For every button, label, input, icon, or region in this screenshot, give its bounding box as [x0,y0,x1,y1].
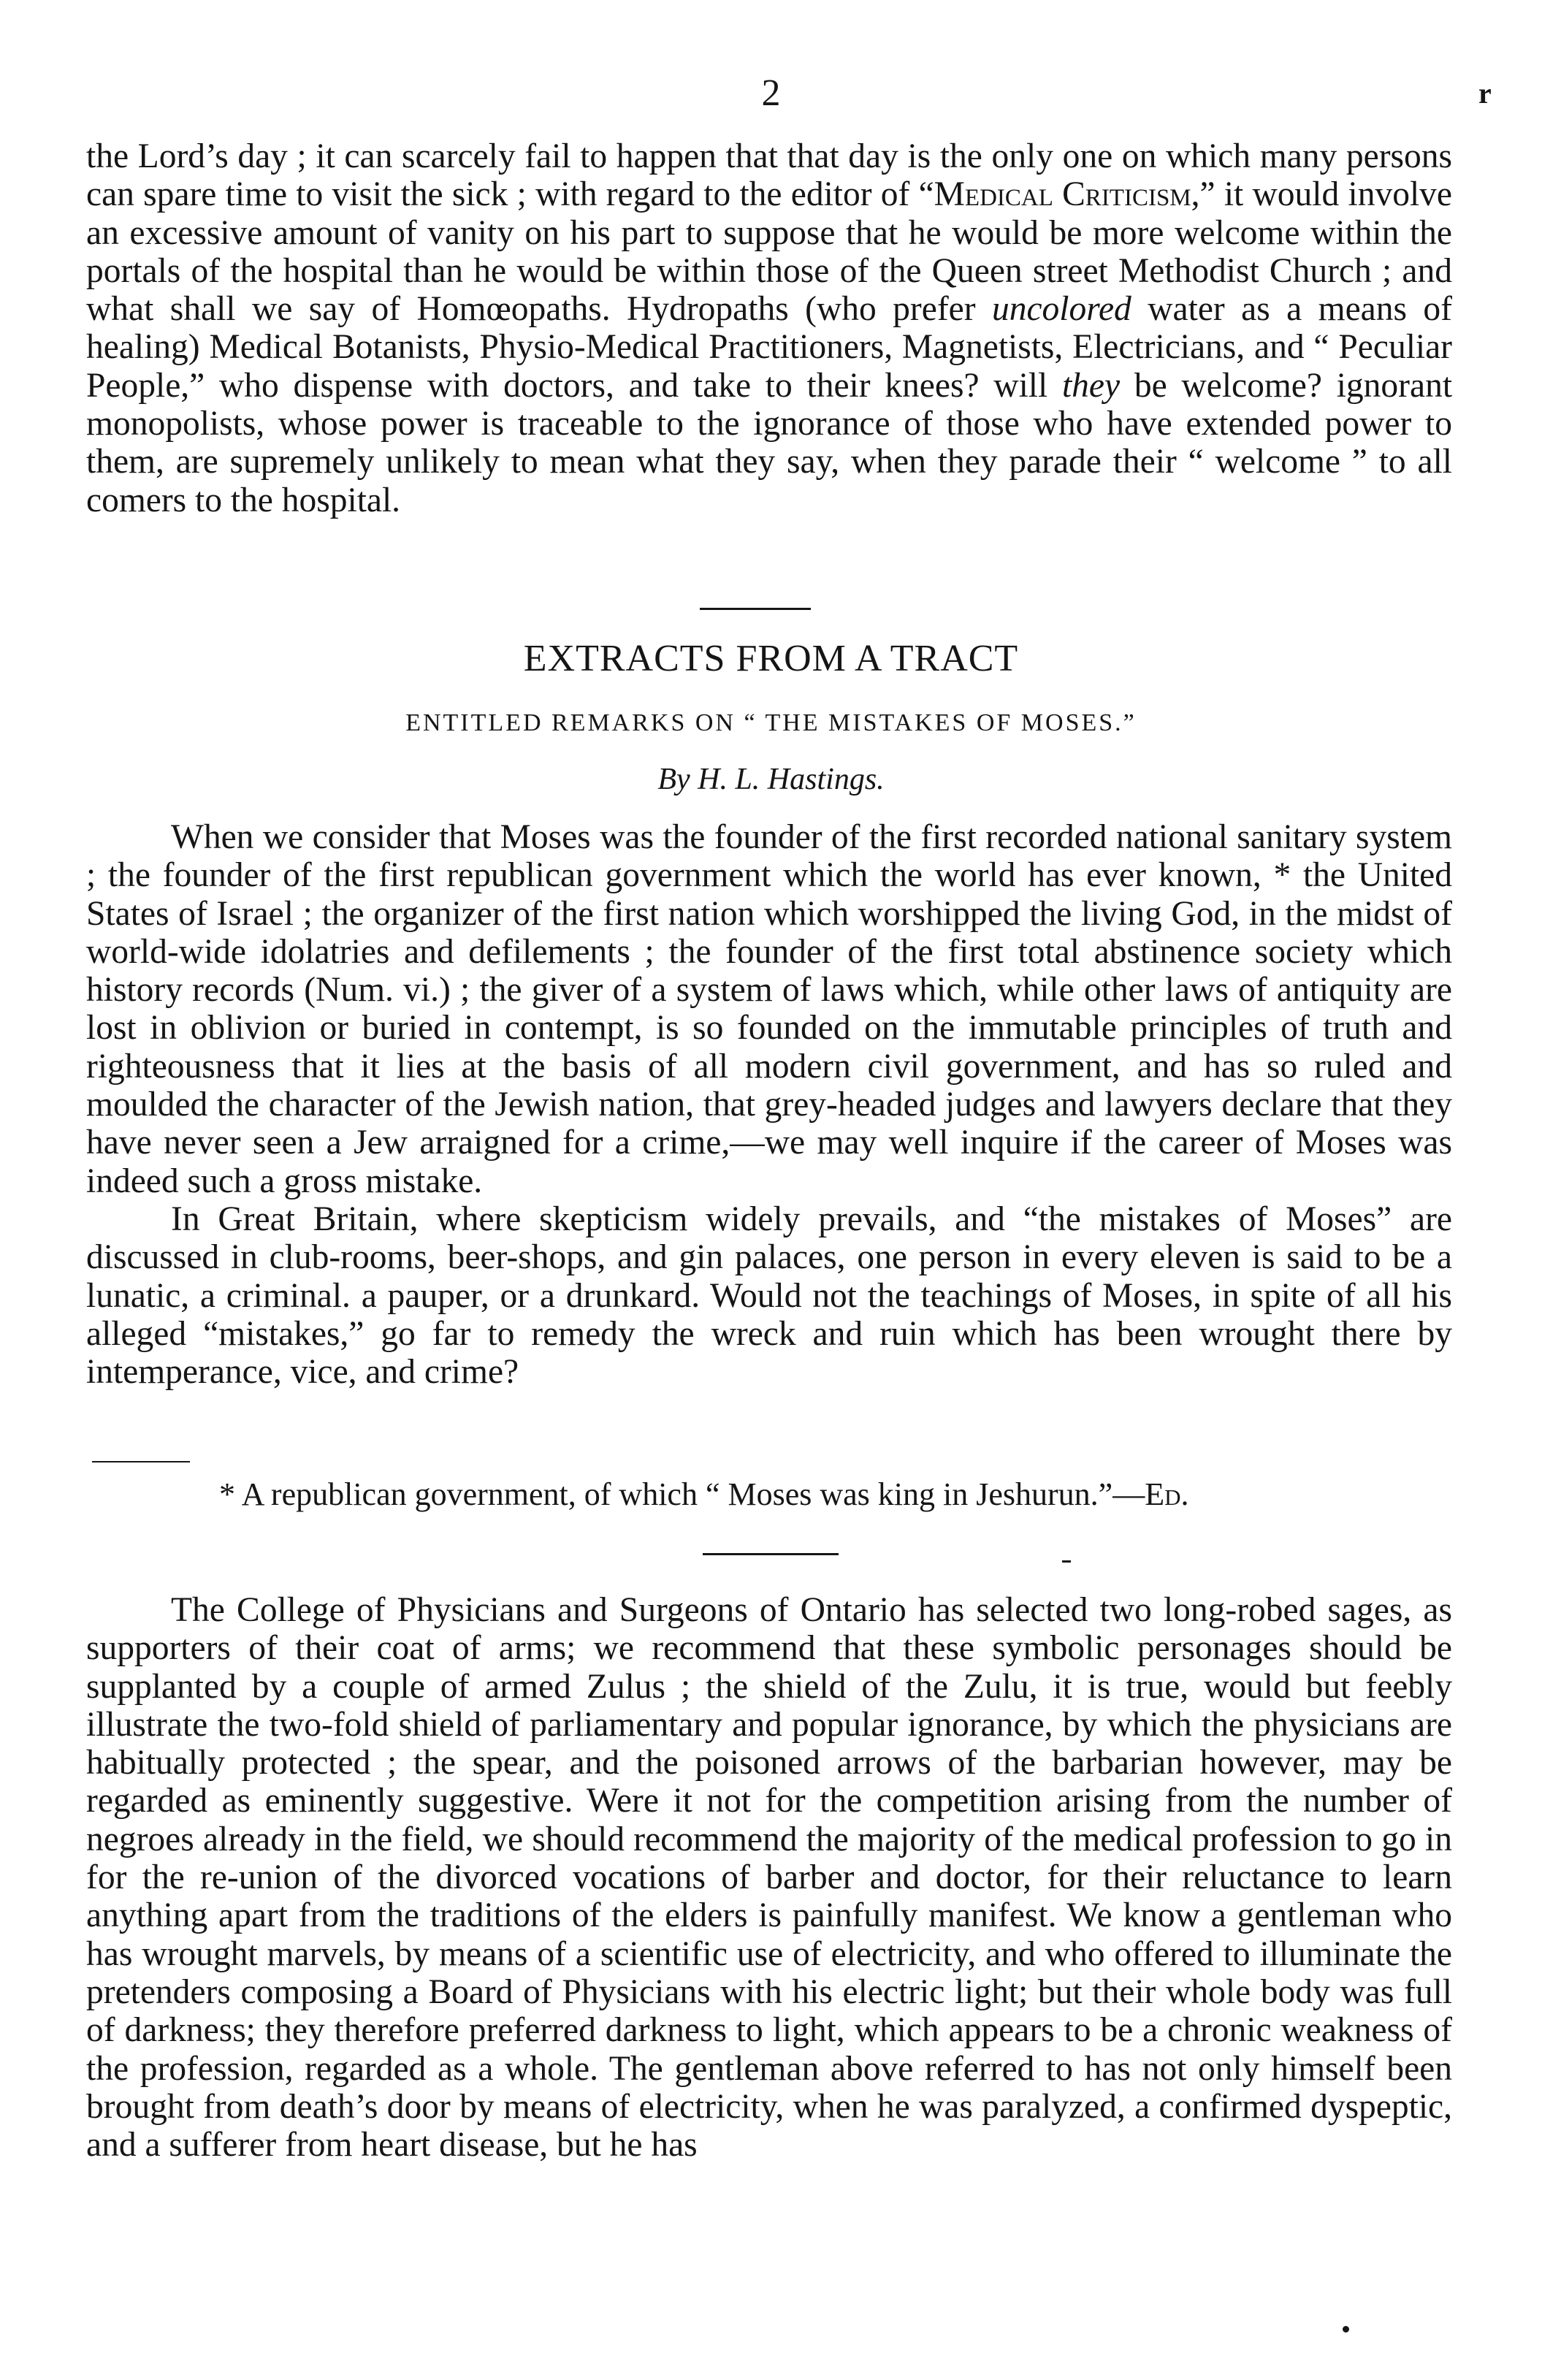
extract-title: EXTRACTS FROM A TRACT [523,638,1019,679]
section-rule-top [700,608,811,610]
extract-byline: By H. L. Hastings. [657,763,885,796]
intro-text-1: the Lord’s day ; it can scarcely fail to happen that that day is the only one on which many persons can spare time to visit the sick ; with regard to the editor of “ [86,137,1452,214]
footnote-rule [92,1461,190,1462]
section-rule-bottom [703,1553,839,1555]
they-word: they [1061,366,1121,405]
intro-text-3: water as a means of healing) Medical Botanists, Physio-Medical Practitioners, Magnetists, Electricians, and “ Peculiar People,” who dispense with doctors, and take to their knees? will [86,290,1452,405]
extract-body [86,818,1452,1391]
extract-subtitle: ENTITLED REMARKS ON “ THE MISTAKES OF MOSES.” [405,709,1137,736]
extract-paragraph-2: In Great Britain, where skepticism widely prevails, and “the mistakes of Moses” are discussed in club-rooms, beer-shops, and gin palaces, one person in every eleven is said to be a lunatic, a criminal. a pauper, or a drunkard. Would not the teachings of Moses, in spite of all his alleged “mistakes,” go far to remedy the wreck and ruin which has been wrought there by intemperance, vice, and crime? [86,1199,1452,1392]
printer-dot [1343,2326,1349,2333]
uncolored-word: uncolored [991,290,1131,329]
intro-paragraph-block [86,137,1452,519]
page-number: 2 [761,72,781,114]
intro-paragraph [86,137,1452,519]
college-block [86,1591,1452,2164]
footnote-editor: Ed. [1145,1476,1189,1512]
intro-text-4: be welcome? ignorant monopolists, whose power is traceable to the ignorance of those who have extended power to them, are supremely unlikely to mean what they say, when they parade their “ welcome ” to all comers to the hospital. [86,366,1453,519]
corner-mark: r [1478,77,1492,110]
printer-mark [1062,1560,1071,1563]
footnote-text: * A republican government, of which “ Moses was king in Jeshurun.”— [219,1476,1145,1512]
footnote [219,1476,1461,1514]
extract-paragraph-1: When we consider that Moses was the founder of the first recorded national sanitary system ; the founder of the first republican government which the world has ever known, * the United States of Israel ; the organizer of the first nation which worshipped the living God, in the midst of world-wide idolatries and defilements ; the founder of the first total abstinence society which history records (Num. vi.) ; the giver of a system of laws which, while other laws of antiquity are lost in oblivion or buried in contempt, is so founded on the immutable principles of truth and righteousness that it lies at the basis of all modern civil government, and has so ruled and moulded the character of the Jewish nation, that grey-headed judges and lawyers declare that they have never seen a Jew arraigned for a crime,—we may well inquire if the career of Moses was indeed such a gross mistake. [86,818,1452,1200]
medical-criticism-title: Medical Criticism [934,175,1191,214]
intro-text-2: ,” it would involve an excessive amount of vanity on his part to suppose that he would be more welcome within the portals of the hospital than he would be within those of the Queen street Methodist Church ; and what shall we say of Homœopaths. Hydropaths (who prefer [86,175,1452,329]
college-paragraph: The College of Physicians and Surgeons of Ontario has selected two long-robed sages, as supporters of their coat of arms; we recommend that these symbolic personages should be supplanted by a couple of armed Zulus ; the shield of the Zulu, it is true, would but feebly illustrate the two-fold shield of parliamentary and popular ignorance, by which the physicians are habitually protected ; the spear, and the poisoned arrows of the barbarian however, may be regarded as eminently suggestive. Were it not for the competition arising from the number of negroes already in the field, we should recommend the majority of the medical profession to go in for the re-union of the divorced vocations of barber and doctor, for their reluctance to learn anything apart from the traditions of the elders is painfully manifest. We know a gentleman who has wrought marvels, by means of a scientific use of electricity, and who offered to illuminate the pretenders composing a Board of Physicians with his electric light; but their whole body was full of darkness; they therefore preferred darkness to light, which appears to be a chronic weakness of the profession, regarded as a whole. The gentleman above referred to has not only himself been brought from death’s door by means of electricity, when he was paralyzed, a confirmed dyspeptic, and a sufferer from heart disease, but he has [86,1591,1452,2164]
